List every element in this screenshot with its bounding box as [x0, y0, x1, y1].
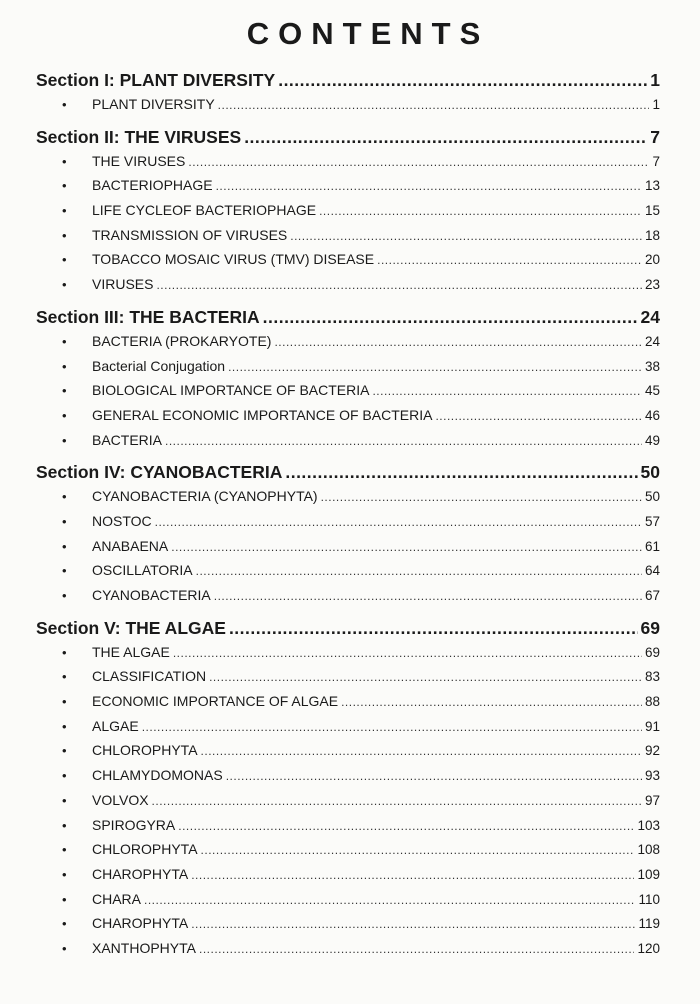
entry-page-number: 91 — [644, 718, 660, 734]
toc-entry[interactable] — [36, 640, 660, 665]
toc-entry[interactable] — [36, 149, 660, 174]
entry-title: BIOLOGICAL IMPORTANCE OF BACTERIA — [92, 382, 370, 399]
entry-title: CLASSIFICATION — [92, 668, 207, 685]
toc-section — [36, 125, 660, 297]
dot-leader — [142, 715, 642, 740]
dot-leader — [372, 379, 642, 404]
dot-leader — [263, 305, 638, 329]
section-heading[interactable] — [36, 460, 660, 484]
toc-entry[interactable] — [36, 689, 660, 714]
section-heading[interactable] — [36, 68, 660, 92]
dot-leader — [144, 888, 635, 913]
section-title: Section III: THE BACTERIA — [36, 306, 260, 327]
entry-title: THE VIRUSES — [92, 152, 186, 169]
dot-leader — [196, 559, 642, 584]
toc-entry[interactable] — [36, 738, 660, 763]
entry-title: OSCILLATORIA — [92, 562, 193, 579]
dot-leader — [244, 125, 647, 149]
dot-leader — [156, 273, 642, 298]
bullet-icon: • — [62, 866, 67, 882]
bullet-icon: • — [62, 563, 67, 579]
dot-leader — [173, 641, 642, 666]
dot-leader — [155, 510, 642, 535]
entry-page-number: 61 — [644, 538, 660, 554]
toc-entry[interactable] — [36, 763, 660, 788]
toc-section — [36, 68, 660, 117]
toc-entry[interactable] — [36, 911, 660, 936]
entry-title: PLANT DIVERSITY — [92, 96, 215, 112]
entry-page-number: 93 — [644, 768, 660, 784]
entry-page-number: 23 — [644, 277, 660, 293]
entry-title: SPIROGYRA — [92, 816, 176, 833]
dot-leader — [341, 690, 642, 715]
bullet-icon: • — [62, 792, 67, 808]
dot-leader — [171, 535, 642, 560]
toc-section — [36, 616, 660, 961]
entry-page-number: 88 — [644, 694, 660, 710]
toc-entry[interactable] — [36, 583, 660, 608]
dot-leader — [278, 68, 647, 92]
bullet-icon: • — [62, 538, 67, 554]
bullet-icon: • — [62, 383, 67, 399]
dot-leader — [191, 912, 635, 937]
dot-leader — [228, 355, 642, 380]
section-heading[interactable] — [36, 305, 660, 329]
entry-title: LIFE CYCLEOF BACTERIOPHAGE — [92, 202, 317, 219]
dot-leader — [214, 584, 642, 609]
entry-page-number: 49 — [644, 432, 660, 448]
dot-leader — [290, 224, 642, 249]
bullet-icon: • — [62, 718, 67, 734]
entry-page-number: 18 — [644, 227, 660, 243]
section-title: Section I: PLANT DIVERSITY — [36, 70, 276, 90]
bullet-icon: • — [62, 768, 67, 784]
toc-entry[interactable] — [36, 403, 660, 428]
dot-leader — [191, 863, 634, 888]
entry-title: CHAROPHYTA — [92, 865, 189, 882]
section-page-number: 1 — [650, 70, 660, 90]
dot-leader — [201, 838, 635, 863]
toc-entry[interactable] — [36, 223, 660, 248]
table-of-contents — [36, 68, 660, 961]
entry-title: ANABAENA — [92, 537, 169, 554]
entry-title: BACTERIA — [92, 431, 163, 448]
bullet-icon: • — [62, 588, 67, 603]
entry-title: BACTERIA (PROKARYOTE) — [92, 332, 272, 349]
dot-leader — [216, 174, 642, 199]
bullet-icon: • — [62, 333, 67, 349]
dot-leader — [274, 330, 642, 355]
entry-page-number: 15 — [644, 203, 660, 219]
bullet-icon: • — [62, 358, 67, 374]
entry-page-number: 92 — [644, 743, 660, 759]
dot-leader — [285, 460, 637, 484]
entry-title: GENERAL ECONOMIC IMPORTANCE OF BACTERIA — [92, 406, 433, 423]
entry-title: THE ALGAE — [92, 643, 170, 660]
toc-entry[interactable] — [36, 509, 660, 534]
entry-title: CYANOBACTERIA — [92, 587, 211, 603]
bullet-icon: • — [62, 407, 67, 423]
bullet-icon: • — [62, 432, 67, 448]
dot-leader — [218, 93, 650, 118]
bullet-icon: • — [62, 743, 67, 759]
toc-entry[interactable] — [36, 198, 660, 223]
entry-page-number: 67 — [644, 588, 660, 603]
page-title: CONTENTS — [246, 16, 490, 51]
toc-entry[interactable] — [36, 272, 660, 297]
bullet-icon: • — [62, 940, 67, 956]
toc-entry[interactable] — [36, 887, 660, 912]
entry-title: VIRUSES — [92, 276, 154, 293]
section-title: Section V: THE ALGAE — [36, 617, 226, 638]
entry-page-number: 50 — [644, 489, 660, 505]
bullet-icon: • — [62, 842, 67, 858]
dot-leader — [229, 616, 638, 640]
entry-title: TRANSMISSION OF VIRUSES — [92, 226, 288, 243]
toc-entry[interactable] — [36, 813, 660, 838]
bullet-icon: • — [62, 669, 67, 685]
bullet-icon: • — [62, 252, 67, 268]
toc-entry[interactable] — [36, 862, 660, 887]
dot-leader — [152, 789, 642, 814]
entry-title: BACTERIOPHAGE — [92, 177, 213, 194]
entry-title: CHAROPHYTA — [92, 915, 189, 932]
entry-title: CHARA — [92, 890, 142, 907]
toc-entry[interactable] — [36, 428, 660, 453]
dot-leader — [319, 199, 642, 224]
bullet-icon: • — [62, 178, 67, 194]
entry-page-number: 1 — [652, 97, 660, 112]
dot-leader — [178, 814, 634, 839]
dot-leader — [188, 150, 649, 175]
bullet-icon: • — [62, 916, 67, 932]
toc-entry[interactable] — [36, 788, 660, 813]
entry-page-number: 20 — [644, 252, 660, 268]
dot-leader — [435, 404, 642, 429]
toc-entry[interactable] — [36, 247, 660, 272]
toc-entry[interactable] — [36, 936, 660, 961]
entry-title: VOLVOX — [92, 791, 149, 808]
entry-page-number: 103 — [637, 817, 660, 833]
section-title: Section IV: CYANOBACTERIA — [36, 462, 283, 483]
dot-leader — [199, 937, 634, 962]
entry-title: CHLOROPHYTA — [92, 742, 198, 759]
entry-title: TOBACCO MOSAIC VIRUS (TMV) DISEASE — [92, 251, 375, 268]
toc-entry[interactable] — [36, 837, 660, 862]
entry-title: Bacterial Conjugation — [92, 357, 226, 374]
section-title: Section II: THE VIRUSES — [36, 126, 242, 147]
entry-page-number: 57 — [644, 513, 660, 529]
entry-page-number: 64 — [644, 563, 660, 579]
entry-page-number: 119 — [638, 916, 660, 932]
bullet-icon: • — [62, 203, 67, 219]
toc-entry[interactable] — [36, 664, 660, 689]
bullet-icon: • — [62, 644, 67, 660]
dot-leader — [321, 485, 642, 510]
entry-page-number: 109 — [637, 866, 660, 882]
toc-entry[interactable] — [36, 558, 660, 583]
entry-page-number: 38 — [644, 358, 660, 374]
toc-entry[interactable] — [36, 173, 660, 198]
entry-title: CHLOROPHYTA — [92, 841, 198, 858]
entry-page-number: 83 — [644, 669, 660, 685]
dot-leader — [201, 739, 642, 764]
entry-page-number: 46 — [644, 407, 660, 423]
bullet-icon: • — [62, 227, 67, 243]
toc-entry[interactable] — [36, 329, 660, 354]
toc-entry[interactable] — [36, 378, 660, 403]
bullet-icon: • — [62, 277, 67, 293]
entry-page-number: 120 — [637, 940, 660, 956]
dot-leader — [165, 429, 642, 454]
entry-title: ALGAE — [92, 717, 139, 734]
entry-title: CYANOBACTERIA (CYANOPHYTA) — [92, 488, 318, 505]
section-page-number: 24 — [640, 306, 660, 327]
dot-leader — [209, 665, 642, 690]
entry-page-number: 7 — [652, 153, 660, 169]
dot-leader — [226, 764, 642, 789]
entry-page-number: 110 — [638, 891, 660, 907]
section-heading[interactable] — [36, 616, 660, 640]
entry-page-number: 69 — [644, 644, 660, 660]
section-page-number: 7 — [650, 126, 660, 147]
entry-page-number: 24 — [644, 333, 660, 349]
toc-entry[interactable] — [36, 714, 660, 739]
bullet-icon: • — [62, 817, 67, 833]
toc-section — [36, 305, 660, 452]
bullet-icon: • — [62, 97, 67, 112]
entry-title: ECONOMIC IMPORTANCE OF ALGAE — [92, 693, 339, 710]
entry-title: CHLAMYDOMONAS — [92, 767, 223, 784]
entry-page-number: 108 — [637, 842, 660, 858]
bullet-icon: • — [62, 694, 67, 710]
toc-entry[interactable] — [36, 534, 660, 559]
toc-entry[interactable] — [36, 92, 660, 117]
entry-title: NOSTOC — [92, 512, 152, 529]
bullet-icon: • — [62, 891, 67, 907]
dot-leader — [377, 248, 642, 273]
section-heading[interactable] — [36, 125, 660, 149]
toc-entry[interactable] — [36, 484, 660, 509]
section-page-number: 50 — [640, 462, 660, 483]
toc-entry[interactable] — [36, 354, 660, 379]
bullet-icon: • — [62, 153, 67, 169]
bullet-icon: • — [62, 513, 67, 529]
toc-section — [36, 460, 660, 607]
entry-title: XANTHOPHYTA — [92, 939, 196, 956]
entry-page-number: 13 — [644, 178, 660, 194]
section-page-number: 69 — [640, 617, 660, 638]
entry-page-number: 97 — [644, 792, 660, 808]
entry-page-number: 45 — [644, 383, 660, 399]
bullet-icon: • — [62, 489, 67, 505]
